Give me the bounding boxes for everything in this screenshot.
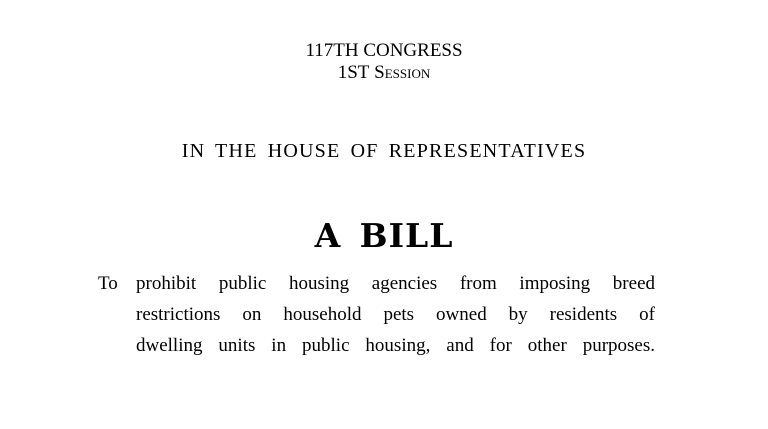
congress-suffix: TH — [333, 40, 359, 61]
purpose-line-2: restrictions on household pets owned by residents of — [136, 304, 655, 325]
session-number: 1 — [337, 62, 348, 83]
congress-number: 117 — [305, 40, 334, 61]
purpose-line-1: prohibit public housing agencies from imposing breed — [136, 273, 655, 294]
purpose-line-3: dwelling units in public housing, and for other purposes. — [136, 335, 655, 356]
session-label: Session — [374, 62, 431, 83]
congress-label: CONGRESS — [363, 40, 463, 61]
session-heading — [0, 62, 768, 84]
bill-title: A BILL — [314, 216, 454, 255]
purpose-prefix: To — [98, 273, 118, 294]
chamber-heading: IN THE HOUSE OF REPRESENTATIVES — [181, 140, 587, 162]
congress-heading — [0, 40, 768, 62]
session-suffix: ST — [347, 62, 370, 83]
